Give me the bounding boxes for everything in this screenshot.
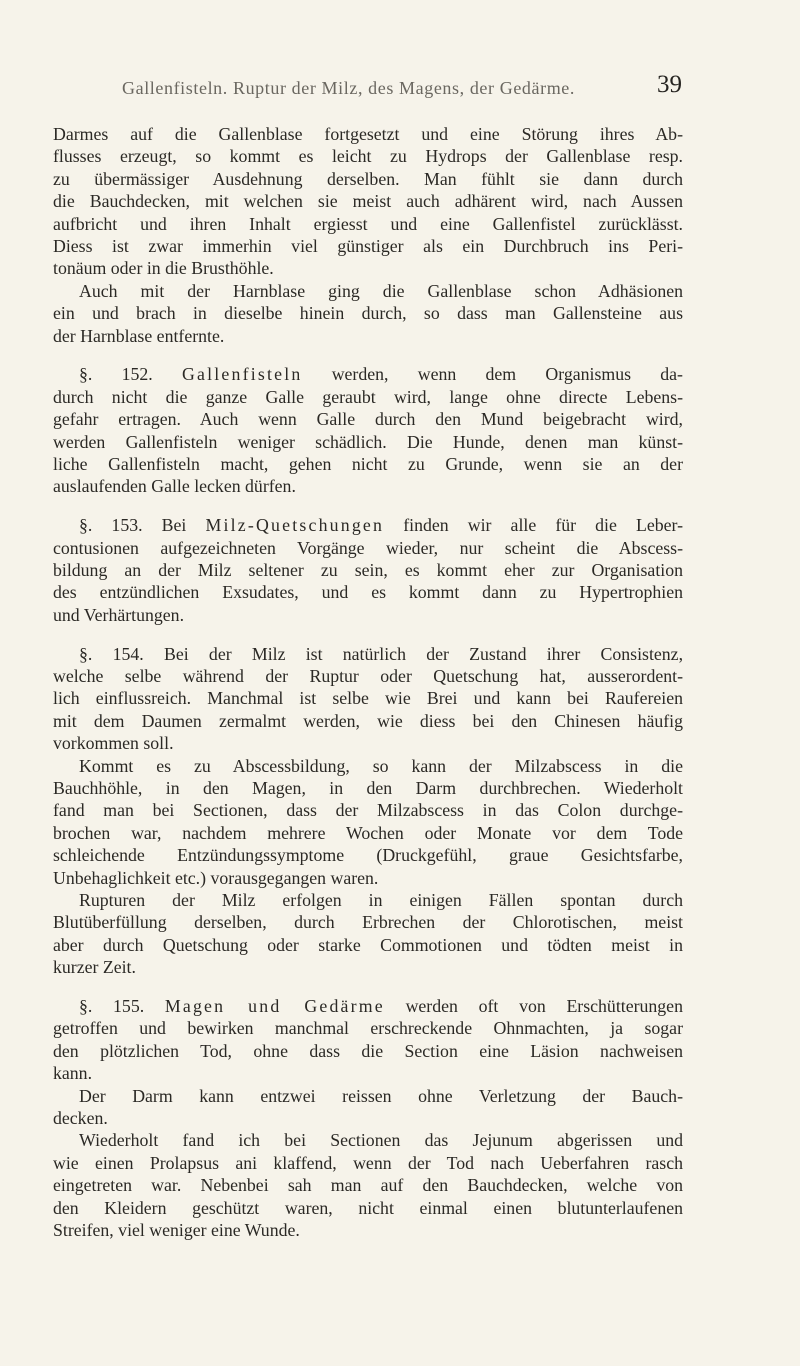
text-line: kurzer Zeit. xyxy=(53,957,136,978)
text-line: vorkommen soll. xyxy=(53,733,174,754)
text-line: §. 155. Magen und Gedärme werden oft von Erschütterungen xyxy=(79,996,683,1017)
section-keyword: Magen und Gedärme xyxy=(164,996,385,1017)
paragraph xyxy=(53,123,683,280)
paragraph xyxy=(53,1129,683,1241)
text-line: zu übermässiger Ausdehnung derselben. Man fühlt sie dann durch xyxy=(53,168,683,189)
text-line: brochen war, nachdem mehrere Wochen oder Monate vor dem Tode xyxy=(53,822,683,843)
text-line: aber durch Quetschung oder starke Commotionen und tödten meist in xyxy=(53,934,683,955)
text-line: Bauchhöhle, in den Magen, in den Darm durchbrechen. Wiederholt xyxy=(53,778,683,799)
section-152 xyxy=(53,363,683,497)
section-keyword: Gallenfisteln xyxy=(181,364,303,385)
text-line: Diess ist zwar immerhin viel günstiger als ein Durchbruch ins Peri- xyxy=(53,235,683,256)
text-line: welche selbe während der Ruptur oder Quetschung hat, ausserordent- xyxy=(53,666,683,687)
section-155 xyxy=(53,995,683,1085)
body-text xyxy=(53,123,683,1241)
text-line: Auch mit der Harnblase ging die Gallenblase schon Adhäsionen xyxy=(79,280,683,301)
text-line: Rupturen der Milz erfolgen in einigen Fällen spontan durch xyxy=(79,890,683,910)
text-line: die Bauchdecken, mit welchen sie meist auch adhärent wird, nach Aussen xyxy=(53,191,683,212)
text-line: fand man bei Sectionen, dass der Milzabscess in das Colon durchge- xyxy=(53,800,683,821)
text-line: decken. xyxy=(53,1108,108,1129)
text-line: §. 152. Gallenfisteln werden, wenn dem Organismus da- xyxy=(79,364,683,385)
text-line: Blutüberfüllung derselben, durch Erbrechen der Chlorotischen, meist xyxy=(53,912,683,933)
text-line: Kommt es zu Abscessbildung, so kann der Milzabscess in die xyxy=(79,755,683,776)
section-keyword: Milz-Quetschungen xyxy=(205,515,385,536)
text-line: Wiederholt fand ich bei Sectionen das Jejunum abgerissen und xyxy=(79,1130,683,1151)
text-line: den plötzlichen Tod, ohne dass die Section eine Läsion nachweisen xyxy=(53,1040,683,1061)
text-line: der Harnblase entfernte. xyxy=(53,325,225,346)
text-line: und Verhärtungen. xyxy=(53,604,185,625)
text-line: lich einflussreich. Manchmal ist selbe wie Brei und kann bei Raufereien xyxy=(53,688,683,709)
paragraph xyxy=(53,889,683,979)
text-line: Unbehaglichkeit etc.) vorausgegangen waren. xyxy=(53,867,379,888)
section-154 xyxy=(53,643,683,755)
running-header xyxy=(52,64,682,100)
text-line: bildung an der Milz seltener zu sein, es kommt eher zur Organisation xyxy=(53,560,683,581)
paragraph xyxy=(53,1085,683,1130)
paragraph xyxy=(53,280,683,347)
text-line: liche Gallenfisteln macht, gehen nicht zu Grunde, wenn sie an der xyxy=(53,453,683,474)
text-line: mit dem Daumen zermalmt werden, wie diess bei den Chinesen häufig xyxy=(53,710,683,731)
text-line: ein und brach in dieselbe hinein durch, so dass man Gallensteine aus xyxy=(53,303,683,324)
text-line: wie einen Prolapsus ani klaffend, wenn der Tod nach Ueberfahren rasch xyxy=(53,1152,683,1173)
section-number: §. 153. xyxy=(79,515,143,536)
text-line: Streifen, viel weniger eine Wunde. xyxy=(53,1219,300,1240)
text-line: §. 153. Bei Milz-Quetschungen finden wir alle für die Leber- xyxy=(79,515,684,536)
text-line: des entzündlichen Exsudates, und es kommt dann zu Hypertrophien xyxy=(53,582,683,603)
text-line: contusionen aufgezeichneten Vorgänge wieder, nur scheint die Abscess- xyxy=(53,537,683,558)
text-line: werden Gallenfisteln weniger schädlich. Die Hunde, denen man künst- xyxy=(53,431,683,452)
text-line: kann. xyxy=(53,1063,93,1084)
section-153 xyxy=(53,514,683,626)
text-line: Der Darm kann entzwei reissen ohne Verletzung der Bauch- xyxy=(79,1085,683,1106)
text-line: auslaufenden Galle lecken dürfen. xyxy=(53,476,296,497)
section-number: §. 155. xyxy=(79,996,145,1017)
text-line: durch nicht die ganze Galle geraubt wird, lange ohne directe Lebens- xyxy=(53,386,683,407)
text-line: eingetreten war. Nebenbei sah man auf den Bauchdecken, welche von xyxy=(53,1175,683,1196)
text-line: den Kleidern geschützt waren, nicht einmal einen blutunterlaufenen xyxy=(53,1197,683,1218)
text-line: aufbricht und ihren Inhalt ergiesst und eine Gallenfistel zurücklässt. xyxy=(53,213,683,234)
text-line: Darmes auf die Gallenblase fortgesetzt und eine Störung ihres Ab- xyxy=(53,124,683,144)
section-number: §. 152. xyxy=(79,364,153,385)
text-line: tonäum oder in die Brusthöhle. xyxy=(53,258,274,279)
text-line: schleichende Entzündungssymptome (Druckgefühl, graue Gesichtsfarbe, xyxy=(53,845,683,866)
section-number: §. 154. xyxy=(79,643,144,664)
paragraph xyxy=(53,755,683,889)
running-title: Gallenfisteln. Ruptur der Milz, des Magens, der Gedärme. xyxy=(122,78,575,98)
text-line: gefahr ertragen. Auch wenn Galle durch den Mund beigebracht wird, xyxy=(53,409,683,430)
text-line: §. 154. Bei der Milz ist natürlich der Zustand ihrer Consistenz, xyxy=(79,643,684,664)
text-line: flusses erzeugt, so kommt es leicht zu Hydrops der Gallenblase resp. xyxy=(53,146,683,167)
page-number: 39 xyxy=(657,71,682,98)
text-line: getroffen und bewirken manchmal erschreckende Ohnmachten, ja sogar xyxy=(53,1018,683,1039)
